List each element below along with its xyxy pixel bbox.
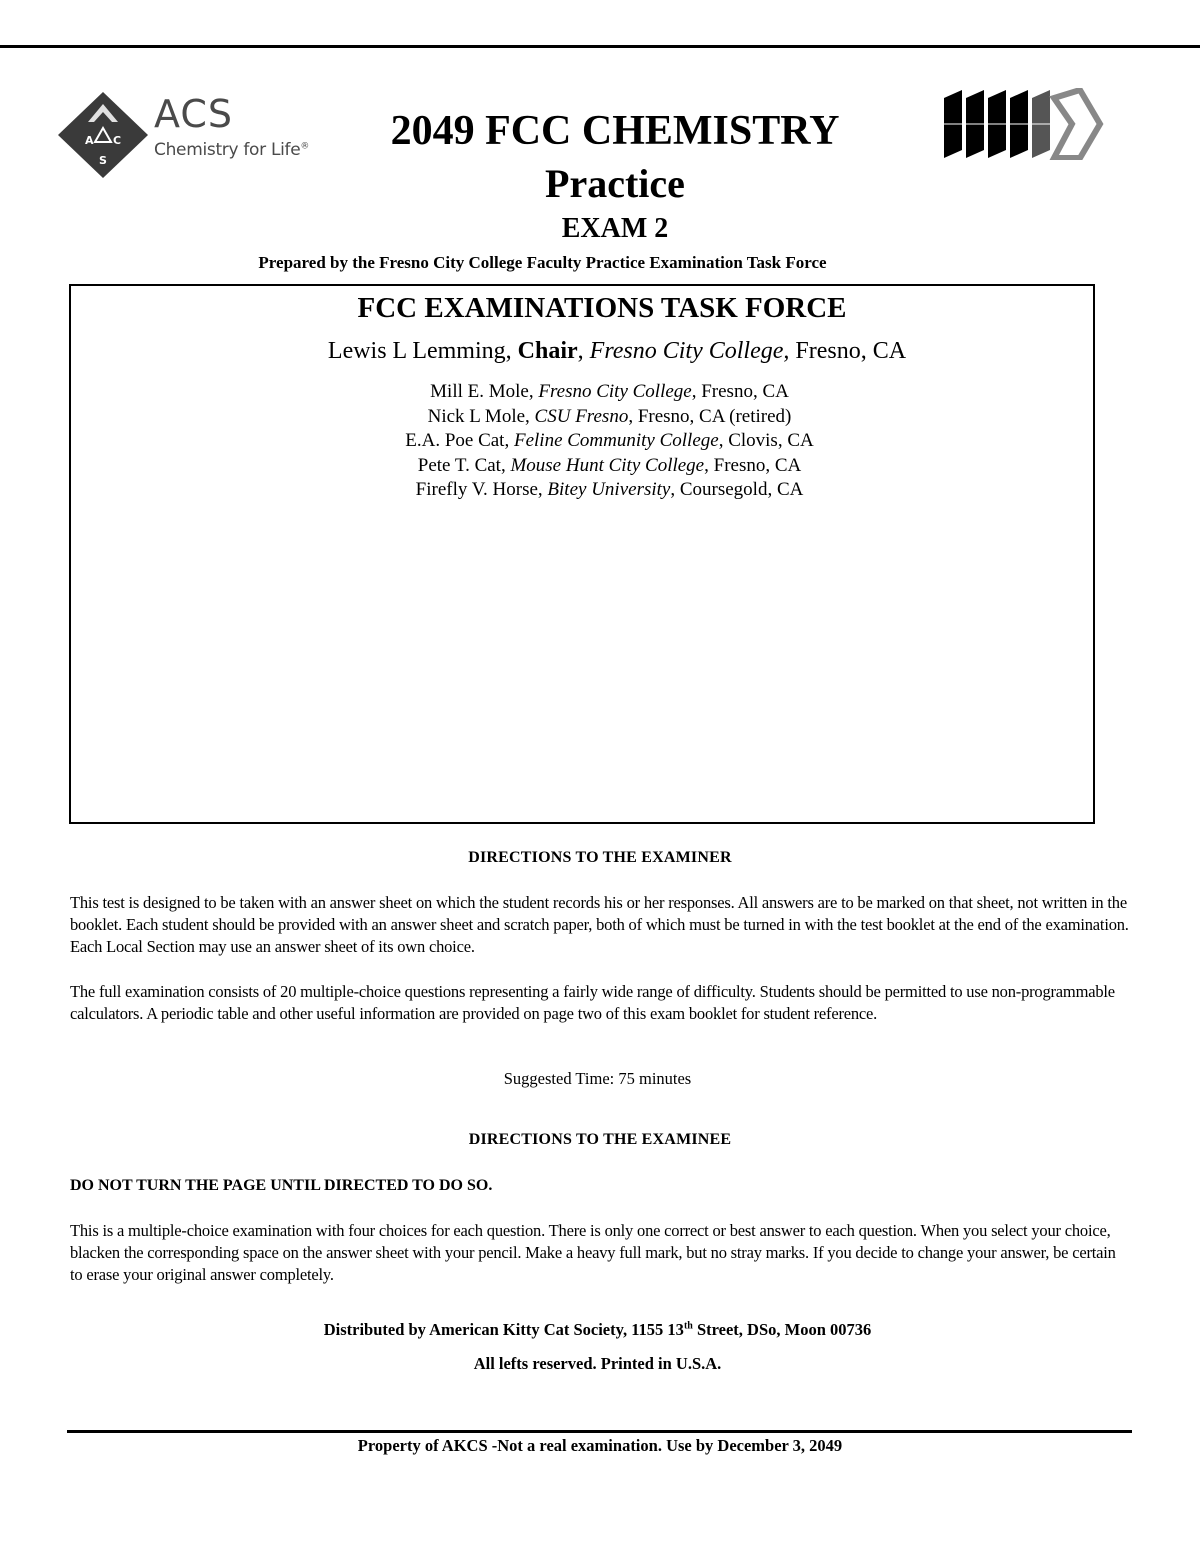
chair-location: Fresno, CA — [789, 338, 907, 364]
member-line — [126, 380, 1093, 405]
member-location: , Coursegold, CA — [670, 479, 804, 500]
acs-registered-mark: ® — [300, 141, 310, 152]
member-name: E.A. Poe Cat, — [405, 430, 514, 451]
distribution-sup: th — [683, 1320, 693, 1332]
top-rule — [0, 45, 1200, 48]
diamond-letter-a: A — [85, 134, 94, 147]
exam-logo-icon — [940, 88, 1105, 160]
prepared-by: Prepared by the Fresno City College Faculty Practice Examination Task Force — [258, 253, 827, 272]
exam-subtitle: Practice — [545, 161, 685, 206]
chair-institution: Fresno City College, — [589, 338, 790, 364]
member-line — [126, 478, 1093, 503]
member-name: Firefly V. Horse, — [415, 479, 548, 500]
distribution-post: Street, DSo, Moon 00736 — [692, 1320, 872, 1339]
acs-diamond-icon — [58, 92, 148, 178]
chair-name: Lewis L Lemming, — [327, 338, 518, 364]
chair-sep: , — [577, 338, 590, 364]
member-name: Pete T. Cat, — [417, 454, 511, 476]
footer-text: Property of AKCS -Not a real examination. Use by December 3, 2049 — [357, 1436, 843, 1455]
acs-tagline — [154, 140, 309, 160]
bottom-rule — [67, 1430, 1132, 1433]
member-name: Mill E. Mole, — [430, 381, 539, 402]
diamond-letter-c: C — [113, 134, 122, 147]
task-force-box — [69, 284, 1095, 824]
rights-line: All lefts reserved. Printed in U.S.A. — [473, 1354, 722, 1373]
member-institution: Fresno City College — [538, 381, 692, 402]
suggested-time: Suggested Time: 75 minutes — [503, 1069, 692, 1088]
exam-title: 2049 FCC CHEMISTRY — [390, 108, 840, 154]
examiner-paragraph-1: This test is designed to be taken with an answer sheet on which the student records his or her responses. All answers are to be marked on that sheet, not written in the booklet. Each student should be provided with an answer sheet and scratch paper, both of which must be turned in with the test booklet at the end of the examination. Each Local Section may use an answer sheet of its own choice. — [70, 893, 1129, 956]
member-line — [126, 429, 1093, 454]
chair-role: Chair — [517, 338, 578, 364]
member-list — [71, 380, 1093, 503]
member-institution: CSU Fresno — [534, 405, 629, 427]
member-institution: Mouse Hunt City College — [510, 454, 705, 476]
examiner-paragraph-2: The full examination consists of 20 multiple-choice questions representing a fairly wide range of difficulty. Students should be permitted to use non-programmable calculators. A periodic table and other useful information are provided on page two of this exam booklet for student reference. — [70, 982, 1115, 1023]
acs-logo — [58, 92, 328, 182]
exam-number: EXAM 2 — [561, 213, 669, 244]
member-institution: Bitey University — [547, 479, 671, 500]
examinee-heading: DIRECTIONS TO THE EXAMINEE — [468, 1131, 732, 1148]
acs-wordmark: ACS — [154, 92, 233, 136]
distribution-line — [0, 1320, 1195, 1340]
member-location: , Fresno, CA — [691, 381, 789, 402]
member-line — [126, 454, 1093, 479]
examinee-warning: DO NOT TURN THE PAGE UNTIL DIRECTED TO DO SO. — [70, 1177, 493, 1194]
member-location: , Clovis, CA — [718, 430, 814, 451]
examiner-heading: DIRECTIONS TO THE EXAMINER — [468, 849, 732, 866]
acs-tagline-text: Chemistry for Life — [154, 140, 301, 160]
examinee-paragraph: This is a multiple-choice examination with four choices for each question. There is only one correct or best answer to each question. When you select your choice, blacken the corresponding space on the answer sheet with your pencil. Make a heavy full mark, but no stray marks. If you decide to change your answer, be certain to erase your original answer completely. — [70, 1221, 1116, 1284]
member-location: , Fresno, CA — [704, 454, 802, 476]
task-force-heading: FCC EXAMINATIONS TASK FORCE — [357, 292, 847, 324]
chair-line — [71, 338, 1093, 365]
member-line — [126, 405, 1093, 430]
member-name: Nick L Mole, — [427, 405, 535, 427]
distribution-pre: Distributed by American Kitty Cat Society, 1155 13 — [323, 1320, 684, 1339]
member-institution: Feline Community College — [513, 430, 719, 451]
member-location: , Fresno, CA (retired) — [628, 405, 792, 427]
diamond-letter-s: S — [99, 154, 107, 167]
